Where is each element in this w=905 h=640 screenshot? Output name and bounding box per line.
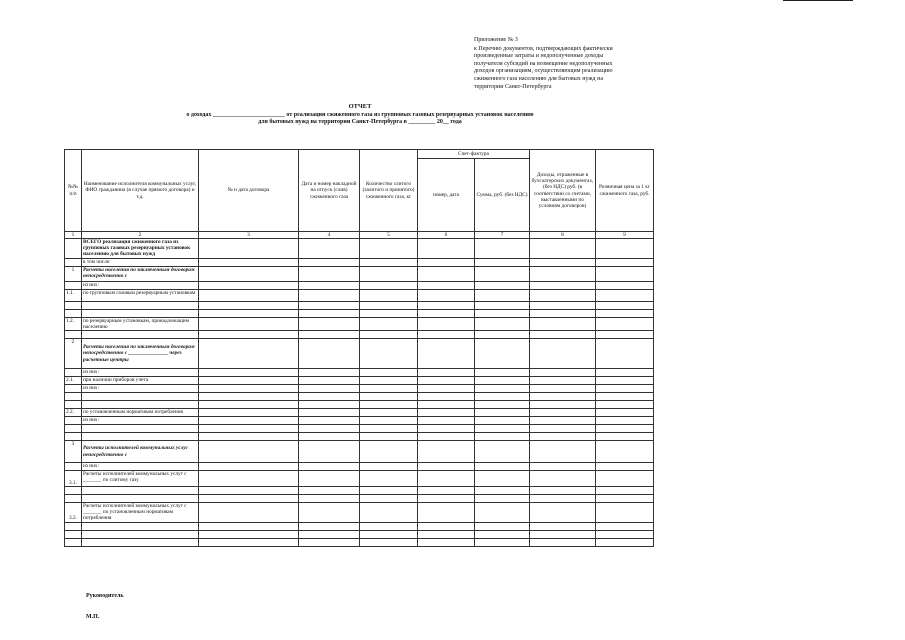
row-total-label: ВСЕГО реализация сжиженного газа из групповых газовых резервуарных установок населению для бытовых нужд	[82, 239, 199, 259]
table-row-3-1	[65, 471, 654, 487]
row-3-1-label: Расчеты исполнителей коммунальных услуг с _______ по слитому газу	[82, 471, 199, 487]
table-row-3-2	[65, 503, 654, 523]
header-income: Доходы, отраженные в бухгалтерских документах, (без НДС) руб. (в соответствии со счетами, выставленными по условиям договоров)	[530, 150, 596, 232]
table-row	[65, 495, 654, 503]
appendix-line: сжиженного газа населению для бытовых нужд на	[474, 75, 603, 82]
header-quantity: Количество слитого (залитого и принятого) сжиженного газа, кг	[360, 150, 418, 232]
report-table	[64, 149, 654, 547]
table-row	[65, 301, 654, 309]
table-row	[65, 522, 654, 530]
row-incl-label: в том числе:	[82, 258, 199, 266]
table-row-section-1	[65, 266, 654, 281]
appendix-line: к Перечню документов, подтверждающих фактически	[474, 45, 613, 52]
row-number: 3.1.	[65, 471, 82, 487]
column-number: 2	[82, 232, 199, 239]
row-3-2-label: Расчеты исполнителей коммунальных услуг с _______ по установленным нормативам потребления	[82, 503, 199, 523]
table-row	[65, 385, 654, 393]
table-row	[65, 538, 654, 546]
table-row	[65, 309, 654, 317]
column-numbers-row	[65, 232, 654, 239]
header-invoice-group: Счет-фактура	[418, 150, 530, 159]
row-number: 1.1.	[65, 289, 82, 301]
row-number: 2.1.	[65, 377, 82, 385]
row-of-them-label: из них:	[82, 281, 199, 289]
table-row-1-2	[65, 317, 654, 330]
row-1-2-label: по резервуарным установкам, принадлежащим населению	[82, 317, 199, 330]
top-rule	[783, 0, 853, 1]
column-number: 9	[596, 232, 654, 239]
appendix-block	[474, 37, 659, 91]
header-num: №№ п/п	[65, 150, 82, 232]
header-invoice-date: Дата и номер накладной на отпуск (слив) сжиженного газа	[299, 150, 360, 232]
table-row	[65, 369, 654, 377]
appendix-line: территории Санкт-Петербурга	[474, 83, 552, 90]
header-price: Розничная цена за 1 кг сжиженного газа, руб.	[596, 150, 654, 232]
table-row	[65, 530, 654, 538]
table-row	[65, 425, 654, 433]
row-number: 1.2.	[65, 317, 82, 330]
header-name: Наименование исполнителя коммунальных услуг, ФИО гражданина (в случае прямого договора) и т.д.	[82, 150, 199, 232]
row-number: 2	[65, 339, 82, 369]
appendix-line: произведенные затраты и недополученные доходы	[474, 53, 604, 60]
appendix-title: Приложение № 3	[474, 37, 518, 43]
row-of-them-label: из них:	[82, 369, 199, 377]
table-row	[65, 281, 654, 289]
row-number: 3	[65, 441, 82, 463]
table-row	[65, 258, 654, 266]
row-number: 3.2.	[65, 503, 82, 523]
footer-head-label: Руководитель	[86, 593, 124, 599]
row-number: 1	[65, 266, 82, 281]
report-title-block	[130, 103, 590, 126]
section-2-label: Расчеты населения по заключенным договорам непосредственно с _______________ через расчетные центры	[82, 339, 199, 369]
appendix-line: получателя субсидий на возмещение недополученных	[474, 60, 613, 67]
header-contract: № и дата договора	[199, 150, 299, 232]
table-row	[65, 487, 654, 495]
report-subtitle-line-1: о доходах ________________________ от реализации сжиженного газа из групповых газовых резервуарных установок населению	[186, 112, 534, 118]
table-row-section-3	[65, 441, 654, 463]
column-number: 4	[299, 232, 360, 239]
column-number: 1	[65, 232, 82, 239]
row-2-2-label: по установленным нормативам потребления	[82, 409, 199, 417]
table-row	[65, 401, 654, 409]
table-row-section-2	[65, 339, 654, 369]
table-row	[65, 331, 654, 339]
appendix-line: доходов организациям, осуществляющим реализацию	[474, 68, 613, 75]
row-of-them-label: из них:	[82, 417, 199, 425]
column-number: 5	[360, 232, 418, 239]
row-number: 2.2.	[65, 409, 82, 417]
column-number: 6	[418, 232, 475, 239]
row-1-1-label: по групповым газовым резервуарным установкам	[82, 289, 199, 301]
table-row	[65, 393, 654, 401]
table-row	[65, 433, 654, 441]
report-subtitle-line-2: для бытовых нужд на территории Санкт-Петербурга в _________ 20__ года	[258, 119, 462, 125]
column-number: 3	[199, 232, 299, 239]
row-2-1-label: при наличии приборов учета	[82, 377, 199, 385]
header-invoice-sum: Сумма, руб. (без НДС)	[475, 159, 530, 232]
table-row-2-2	[65, 409, 654, 417]
table-row	[65, 463, 654, 471]
table-row-2-1	[65, 377, 654, 385]
row-of-them-label: из них:	[82, 385, 199, 393]
section-1-label: Расчеты населения по заключенным договорам непосредственно с	[82, 266, 199, 281]
report-title: ОТЧЕТ	[348, 103, 372, 110]
table-row-1-1	[65, 289, 654, 301]
header-invoice-no: номер, дата	[418, 159, 475, 232]
section-3-label: Расчеты исполнителей коммунальных услуг непосредственно с	[82, 441, 199, 463]
row-of-them-label: из них:	[82, 463, 199, 471]
table-row-total	[65, 239, 654, 259]
column-number: 7	[475, 232, 530, 239]
column-number: 8	[530, 232, 596, 239]
footer-stamp-label: М.П.	[86, 614, 100, 620]
table-row	[65, 417, 654, 425]
